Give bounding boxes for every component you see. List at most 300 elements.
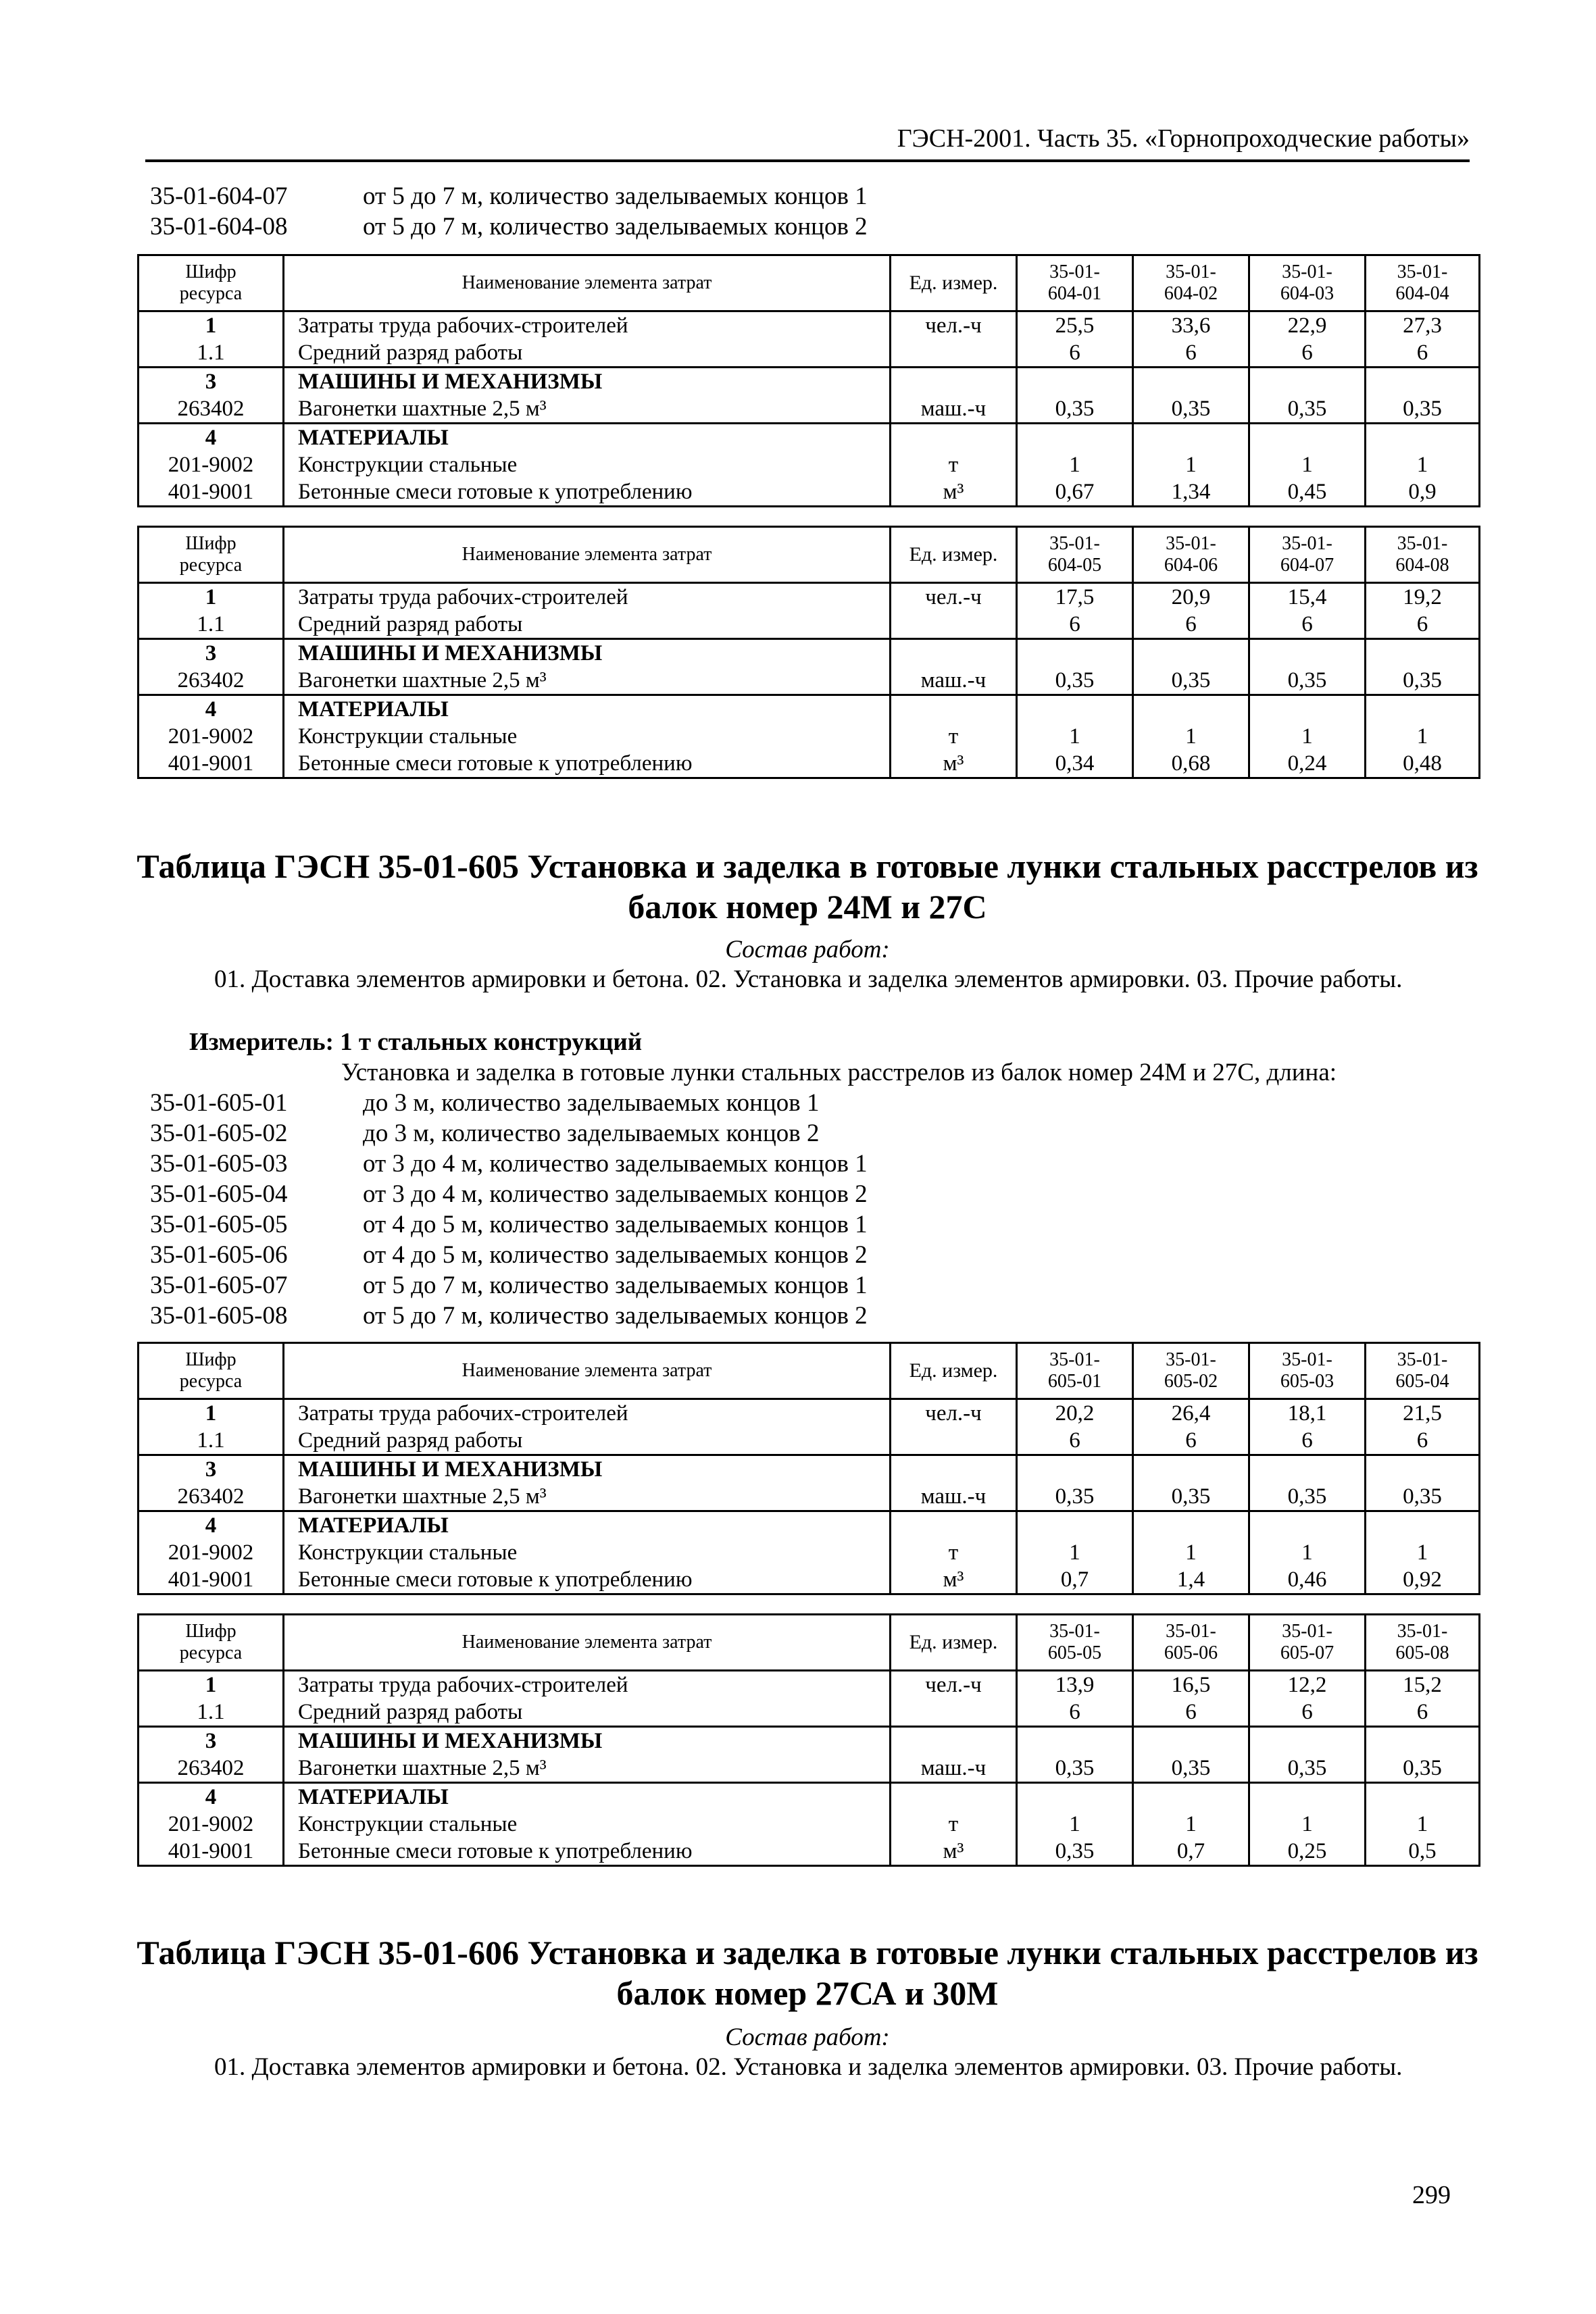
value-cell: 13,9	[1017, 1671, 1133, 1699]
table-header-row	[139, 255, 1480, 311]
value-cell	[1017, 368, 1133, 396]
header-unit: Ед. измер.	[891, 1615, 1017, 1671]
value-cell	[1133, 1783, 1249, 1811]
header-norm-code: 35-01- 605-05	[1017, 1615, 1133, 1671]
table-row	[139, 1427, 1480, 1455]
value-cell	[1249, 424, 1366, 452]
resource-code: 201-9002	[139, 1811, 284, 1838]
header-element-name: Наименование элемента затрат	[284, 255, 891, 311]
value-cell: 1,4	[1133, 1566, 1249, 1594]
header-element-name: Наименование элемента затрат	[284, 527, 891, 583]
resource-code: 401-9001	[139, 478, 284, 507]
table-row	[139, 1566, 1480, 1594]
table-row	[139, 611, 1480, 639]
code-description: от 3 до 4 м, количество заделываемых концов 2	[363, 1180, 868, 1208]
table-row	[139, 451, 1480, 478]
section-intro: Установка и заделка в готовые лунки стальных расстрелов из балок номер 24М и 27С, длина:	[341, 1059, 1337, 1086]
element-name: МАШИНЫ И МЕХАНИЗМЫ	[284, 1455, 891, 1484]
value-cell: 0,35	[1366, 395, 1480, 424]
table-row	[139, 339, 1480, 368]
code-line	[150, 1149, 868, 1179]
table-row	[139, 695, 1480, 724]
unit-cell	[891, 1699, 1017, 1727]
code-description: от 3 до 4 м, количество заделываемых концов 1	[363, 1150, 868, 1178]
code: 35-01-605-02	[150, 1120, 288, 1147]
resource-code: 4	[139, 1783, 284, 1811]
value-cell	[1133, 1511, 1249, 1540]
unit-cell: маш.-ч	[891, 395, 1017, 424]
table-606-title	[135, 1932, 1480, 2013]
table-header-row	[139, 1343, 1480, 1399]
table-row	[139, 750, 1480, 778]
value-cell	[1133, 1727, 1249, 1755]
value-cell: 0,5	[1366, 1838, 1480, 1866]
element-name: Конструкции стальные	[284, 723, 891, 750]
value-cell: 18,1	[1249, 1399, 1366, 1428]
header-norm-code: 35-01- 604-07	[1249, 527, 1366, 583]
element-name: Бетонные смеси готовые к употреблению	[284, 750, 891, 778]
value-cell: 6	[1133, 339, 1249, 368]
code: 35-01-605-05	[150, 1211, 288, 1238]
value-cell: 0,24	[1249, 750, 1366, 778]
value-cell	[1366, 695, 1480, 724]
unit-cell: м³	[891, 478, 1017, 507]
element-name: Вагонетки шахтные 2,5 м³	[284, 395, 891, 424]
value-cell: 33,6	[1133, 311, 1249, 340]
unit-cell	[891, 639, 1017, 668]
code: 35-01-605-03	[150, 1150, 288, 1178]
value-cell	[1366, 1783, 1480, 1811]
unit-cell	[891, 1783, 1017, 1811]
element-name: Вагонетки шахтные 2,5 м³	[284, 1755, 891, 1783]
table-row	[139, 1838, 1480, 1866]
value-cell: 1	[1133, 1539, 1249, 1566]
code-line	[150, 1270, 868, 1301]
value-cell: 0,35	[1249, 667, 1366, 695]
value-cell: 1	[1133, 451, 1249, 478]
code-description: от 5 до 7 м, количество заделываемых концов 2	[363, 213, 868, 241]
unit-cell: т	[891, 1811, 1017, 1838]
table-row	[139, 424, 1480, 452]
resource-code: 4	[139, 695, 284, 724]
table-row	[139, 1811, 1480, 1838]
header-unit: Ед. измер.	[891, 527, 1017, 583]
value-cell: 1	[1017, 1539, 1133, 1566]
unit-cell: м³	[891, 1566, 1017, 1594]
resource-code: 3	[139, 368, 284, 396]
code-description: от 4 до 5 м, количество заделываемых концов 1	[363, 1211, 868, 1238]
value-cell	[1366, 1455, 1480, 1484]
value-cell	[1017, 1511, 1133, 1540]
header-norm-code: 35-01- 604-02	[1133, 255, 1249, 311]
code-list-605	[150, 1088, 868, 1331]
header-norm-code: 35-01- 604-06	[1133, 527, 1249, 583]
value-cell: 6	[1133, 611, 1249, 639]
value-cell	[1366, 1727, 1480, 1755]
code-description: до 3 м, количество заделываемых концов 2	[363, 1120, 820, 1147]
value-cell: 0,92	[1366, 1566, 1480, 1594]
composition-text: 01. Доставка элементов армировки и бетона. 02. Установка и заделка элементов армировки. 03. Прочие работы.	[214, 965, 1403, 993]
header-resource-code: Шифр ресурса	[139, 527, 284, 583]
value-cell: 0,67	[1017, 478, 1133, 507]
value-cell: 20,2	[1017, 1399, 1133, 1428]
norm-table-605-01-04	[137, 1342, 1480, 1595]
value-cell	[1133, 424, 1249, 452]
element-name: МАТЕРИАЛЫ	[284, 1511, 891, 1540]
resource-code: 4	[139, 1511, 284, 1540]
value-cell: 1	[1017, 451, 1133, 478]
value-cell: 25,5	[1017, 311, 1133, 340]
norm-table-604-05-08	[137, 526, 1480, 779]
value-cell	[1017, 695, 1133, 724]
table-row	[139, 1483, 1480, 1511]
element-name: Средний разряд работы	[284, 1427, 891, 1455]
table-row	[139, 639, 1480, 668]
resource-code: 263402	[139, 1755, 284, 1783]
header-norm-code: 35-01- 605-06	[1133, 1615, 1249, 1671]
top-code-list	[150, 181, 868, 242]
code-line	[150, 211, 868, 242]
value-cell: 0,46	[1249, 1566, 1366, 1594]
value-cell: 6	[1249, 611, 1366, 639]
unit-cell: чел.-ч	[891, 1399, 1017, 1428]
resource-code: 1	[139, 311, 284, 340]
value-cell: 1	[1366, 1811, 1480, 1838]
value-cell: 0,35	[1133, 667, 1249, 695]
unit-cell: т	[891, 1539, 1017, 1566]
header-resource-code: Шифр ресурса	[139, 1343, 284, 1399]
value-cell	[1366, 639, 1480, 668]
table-row	[139, 368, 1480, 396]
element-name: МАТЕРИАЛЫ	[284, 1783, 891, 1811]
value-cell: 1	[1017, 723, 1133, 750]
value-cell: 21,5	[1366, 1399, 1480, 1428]
composition-label: Состав работ:	[725, 936, 890, 963]
value-cell: 6	[1366, 1427, 1480, 1455]
table-row	[139, 1455, 1480, 1484]
resource-code: 3	[139, 639, 284, 668]
header-norm-code: 35-01- 605-08	[1366, 1615, 1480, 1671]
value-cell	[1249, 639, 1366, 668]
measure-unit: Измеритель: 1 т стальных конструкций	[189, 1028, 643, 1056]
resource-code: 401-9001	[139, 1838, 284, 1866]
resource-code: 3	[139, 1455, 284, 1484]
value-cell: 0,35	[1017, 1755, 1133, 1783]
table-row	[139, 395, 1480, 424]
unit-cell: маш.-ч	[891, 667, 1017, 695]
header-element-name: Наименование элемента затрат	[284, 1343, 891, 1399]
header-element-name: Наименование элемента затрат	[284, 1615, 891, 1671]
value-cell: 1	[1249, 723, 1366, 750]
value-cell	[1366, 424, 1480, 452]
table-605-title	[135, 846, 1480, 927]
value-cell	[1366, 368, 1480, 396]
code-description: до 3 м, количество заделываемых концов 1	[363, 1089, 820, 1117]
title-line: Таблица ГЭСН 35-01-606 Установка и заделка в готовые лунки стальных расстрелов из	[136, 1934, 1478, 1971]
value-cell: 0,34	[1017, 750, 1133, 778]
code-line	[150, 1301, 868, 1331]
value-cell: 1	[1249, 1539, 1366, 1566]
code-line	[150, 1209, 868, 1240]
value-cell: 0,45	[1249, 478, 1366, 507]
unit-cell	[891, 424, 1017, 452]
code-description: от 4 до 5 м, количество заделываемых концов 2	[363, 1241, 868, 1269]
running-header: ГЭСН-2001. Часть 35. «Горнопроходческие работы»	[145, 118, 1470, 162]
value-cell	[1249, 1783, 1366, 1811]
composition-label: Состав работ:	[725, 2023, 890, 2051]
table-row	[139, 667, 1480, 695]
element-name: Средний разряд работы	[284, 611, 891, 639]
element-name: МАШИНЫ И МЕХАНИЗМЫ	[284, 1727, 891, 1755]
code: 35-01-605-06	[150, 1241, 288, 1269]
value-cell: 1	[1249, 451, 1366, 478]
value-cell: 12,2	[1249, 1671, 1366, 1699]
value-cell: 0,48	[1366, 750, 1480, 778]
resource-code: 1	[139, 1399, 284, 1428]
element-name: Средний разряд работы	[284, 1699, 891, 1727]
value-cell: 1	[1133, 1811, 1249, 1838]
table-header-row	[139, 527, 1480, 583]
header-norm-code: 35-01- 605-07	[1249, 1615, 1366, 1671]
value-cell: 0,35	[1133, 395, 1249, 424]
code-description: от 5 до 7 м, количество заделываемых концов 1	[363, 1272, 868, 1299]
value-cell: 0,35	[1249, 395, 1366, 424]
resource-code: 4	[139, 424, 284, 452]
code-description: от 5 до 7 м, количество заделываемых концов 2	[363, 1302, 868, 1330]
resource-code: 1.1	[139, 1427, 284, 1455]
value-cell: 6	[1133, 1699, 1249, 1727]
value-cell	[1017, 424, 1133, 452]
table-row	[139, 478, 1480, 507]
unit-cell	[891, 1455, 1017, 1484]
value-cell: 0,35	[1017, 395, 1133, 424]
unit-cell: маш.-ч	[891, 1483, 1017, 1511]
value-cell: 15,2	[1366, 1671, 1480, 1699]
value-cell: 0,35	[1366, 1483, 1480, 1511]
unit-cell	[891, 611, 1017, 639]
table-header-row	[139, 1615, 1480, 1671]
header-unit: Ед. измер.	[891, 1343, 1017, 1399]
table-row	[139, 1671, 1480, 1699]
norm-table-605-05-08	[137, 1613, 1480, 1867]
value-cell: 6	[1366, 339, 1480, 368]
resource-code: 1.1	[139, 1699, 284, 1727]
value-cell: 0,7	[1133, 1838, 1249, 1866]
unit-cell	[891, 368, 1017, 396]
value-cell	[1017, 1783, 1133, 1811]
header-resource-code: Шифр ресурса	[139, 255, 284, 311]
value-cell	[1249, 1455, 1366, 1484]
element-name: Затраты труда рабочих-строителей	[284, 1399, 891, 1428]
unit-cell: м³	[891, 750, 1017, 778]
value-cell: 1	[1366, 723, 1480, 750]
resource-code: 1	[139, 1671, 284, 1699]
value-cell: 0,35	[1366, 667, 1480, 695]
resource-code: 401-9001	[139, 750, 284, 778]
value-cell: 0,35	[1249, 1483, 1366, 1511]
element-name: МАШИНЫ И МЕХАНИЗМЫ	[284, 639, 891, 668]
element-name: Конструкции стальные	[284, 451, 891, 478]
element-name: Бетонные смеси готовые к употреблению	[284, 1838, 891, 1866]
value-cell: 17,5	[1017, 583, 1133, 611]
table-row	[139, 1727, 1480, 1755]
value-cell: 1	[1366, 1539, 1480, 1566]
value-cell: 0,35	[1249, 1755, 1366, 1783]
title-line: балок номер 24М и 27С	[628, 888, 987, 926]
code-line	[150, 1240, 868, 1270]
unit-cell	[891, 1727, 1017, 1755]
unit-cell: чел.-ч	[891, 311, 1017, 340]
value-cell: 6	[1017, 339, 1133, 368]
resource-code: 1.1	[139, 339, 284, 368]
value-cell: 0,9	[1366, 478, 1480, 507]
element-name: Затраты труда рабочих-строителей	[284, 583, 891, 611]
header-norm-code: 35-01- 605-02	[1133, 1343, 1249, 1399]
value-cell: 6	[1249, 1699, 1366, 1727]
table-row	[139, 1399, 1480, 1428]
value-cell: 0,35	[1017, 1838, 1133, 1866]
element-name: Бетонные смеси готовые к употреблению	[284, 1566, 891, 1594]
code: 35-01-604-07	[150, 182, 288, 210]
element-name: МАТЕРИАЛЫ	[284, 695, 891, 724]
value-cell: 6	[1017, 1427, 1133, 1455]
element-name: Вагонетки шахтные 2,5 м³	[284, 1483, 891, 1511]
value-cell: 6	[1249, 339, 1366, 368]
element-name: Затраты труда рабочих-строителей	[284, 311, 891, 340]
element-name: МАШИНЫ И МЕХАНИЗМЫ	[284, 368, 891, 396]
unit-cell: чел.-ч	[891, 583, 1017, 611]
resource-code: 263402	[139, 667, 284, 695]
unit-cell: м³	[891, 1838, 1017, 1866]
value-cell: 0,35	[1133, 1483, 1249, 1511]
element-name: Затраты труда рабочих-строителей	[284, 1671, 891, 1699]
unit-cell: т	[891, 451, 1017, 478]
norm-table-604-01-04	[137, 254, 1480, 507]
value-cell: 6	[1366, 611, 1480, 639]
code: 35-01-605-01	[150, 1089, 288, 1117]
code: 35-01-605-04	[150, 1180, 288, 1208]
value-cell: 0,68	[1133, 750, 1249, 778]
value-cell: 26,4	[1133, 1399, 1249, 1428]
unit-cell	[891, 1427, 1017, 1455]
value-cell: 6	[1133, 1427, 1249, 1455]
element-name: Конструкции стальные	[284, 1539, 891, 1566]
value-cell	[1133, 695, 1249, 724]
value-cell	[1133, 1455, 1249, 1484]
value-cell	[1017, 1455, 1133, 1484]
element-name: Средний разряд работы	[284, 339, 891, 368]
resource-code: 401-9001	[139, 1566, 284, 1594]
table-row	[139, 1783, 1480, 1811]
value-cell: 0,7	[1017, 1566, 1133, 1594]
value-cell	[1249, 1511, 1366, 1540]
code-description: от 5 до 7 м, количество заделываемых концов 1	[363, 182, 868, 210]
unit-cell	[891, 1511, 1017, 1540]
composition-text: 01. Доставка элементов армировки и бетона. 02. Установка и заделка элементов армировки. 03. Прочие работы.	[214, 2053, 1403, 2081]
unit-cell	[891, 339, 1017, 368]
resource-code: 201-9002	[139, 723, 284, 750]
element-name: Бетонные смеси готовые к употреблению	[284, 478, 891, 507]
value-cell: 0,25	[1249, 1838, 1366, 1866]
value-cell	[1017, 639, 1133, 668]
value-cell	[1249, 368, 1366, 396]
code: 35-01-604-08	[150, 213, 288, 241]
header-norm-code: 35-01- 605-03	[1249, 1343, 1366, 1399]
element-name: Вагонетки шахтные 2,5 м³	[284, 667, 891, 695]
table-row	[139, 583, 1480, 611]
value-cell: 1	[1017, 1811, 1133, 1838]
value-cell: 19,2	[1366, 583, 1480, 611]
title-line: балок номер 27СА и 30М	[616, 1974, 999, 2012]
value-cell	[1249, 1727, 1366, 1755]
element-name: Конструкции стальные	[284, 1811, 891, 1838]
header-norm-code: 35-01- 604-04	[1366, 255, 1480, 311]
code-line	[150, 1088, 868, 1118]
title-line: Таблица ГЭСН 35-01-605 Установка и заделка в готовые лунки стальных расстрелов из	[136, 847, 1478, 885]
table-row	[139, 311, 1480, 340]
value-cell: 6	[1017, 1699, 1133, 1727]
header-norm-code: 35-01- 604-01	[1017, 255, 1133, 311]
table-row	[139, 1755, 1480, 1783]
code-line	[150, 1118, 868, 1149]
value-cell: 0,35	[1366, 1755, 1480, 1783]
value-cell: 0,35	[1133, 1755, 1249, 1783]
page-number: 299	[1412, 2181, 1451, 2209]
unit-cell: маш.-ч	[891, 1755, 1017, 1783]
resource-code: 263402	[139, 1483, 284, 1511]
unit-cell: т	[891, 723, 1017, 750]
value-cell	[1133, 639, 1249, 668]
value-cell	[1133, 368, 1249, 396]
code: 35-01-605-08	[150, 1302, 288, 1330]
header-resource-code: Шифр ресурса	[139, 1615, 284, 1671]
code: 35-01-605-07	[150, 1272, 288, 1299]
value-cell: 6	[1017, 611, 1133, 639]
table-row	[139, 1539, 1480, 1566]
value-cell: 1	[1366, 451, 1480, 478]
table-row	[139, 723, 1480, 750]
table-row	[139, 1511, 1480, 1540]
value-cell: 0,35	[1017, 1483, 1133, 1511]
value-cell	[1249, 695, 1366, 724]
header-norm-code: 35-01- 604-08	[1366, 527, 1480, 583]
value-cell: 16,5	[1133, 1671, 1249, 1699]
code-line	[150, 1179, 868, 1209]
value-cell: 1,34	[1133, 478, 1249, 507]
unit-cell: чел.-ч	[891, 1671, 1017, 1699]
resource-code: 263402	[139, 395, 284, 424]
value-cell	[1366, 1511, 1480, 1540]
value-cell: 1	[1249, 1811, 1366, 1838]
value-cell: 6	[1366, 1699, 1480, 1727]
value-cell: 22,9	[1249, 311, 1366, 340]
value-cell	[1017, 1727, 1133, 1755]
resource-code: 201-9002	[139, 1539, 284, 1566]
header-norm-code: 35-01- 605-01	[1017, 1343, 1133, 1399]
value-cell: 27,3	[1366, 311, 1480, 340]
element-name: МАТЕРИАЛЫ	[284, 424, 891, 452]
table-row	[139, 1699, 1480, 1727]
value-cell: 1	[1133, 723, 1249, 750]
resource-code: 1	[139, 583, 284, 611]
value-cell: 20,9	[1133, 583, 1249, 611]
header-norm-code: 35-01- 605-04	[1366, 1343, 1480, 1399]
header-norm-code: 35-01- 604-05	[1017, 527, 1133, 583]
value-cell: 15,4	[1249, 583, 1366, 611]
resource-code: 201-9002	[139, 451, 284, 478]
value-cell: 0,35	[1017, 667, 1133, 695]
code-line	[150, 181, 868, 211]
